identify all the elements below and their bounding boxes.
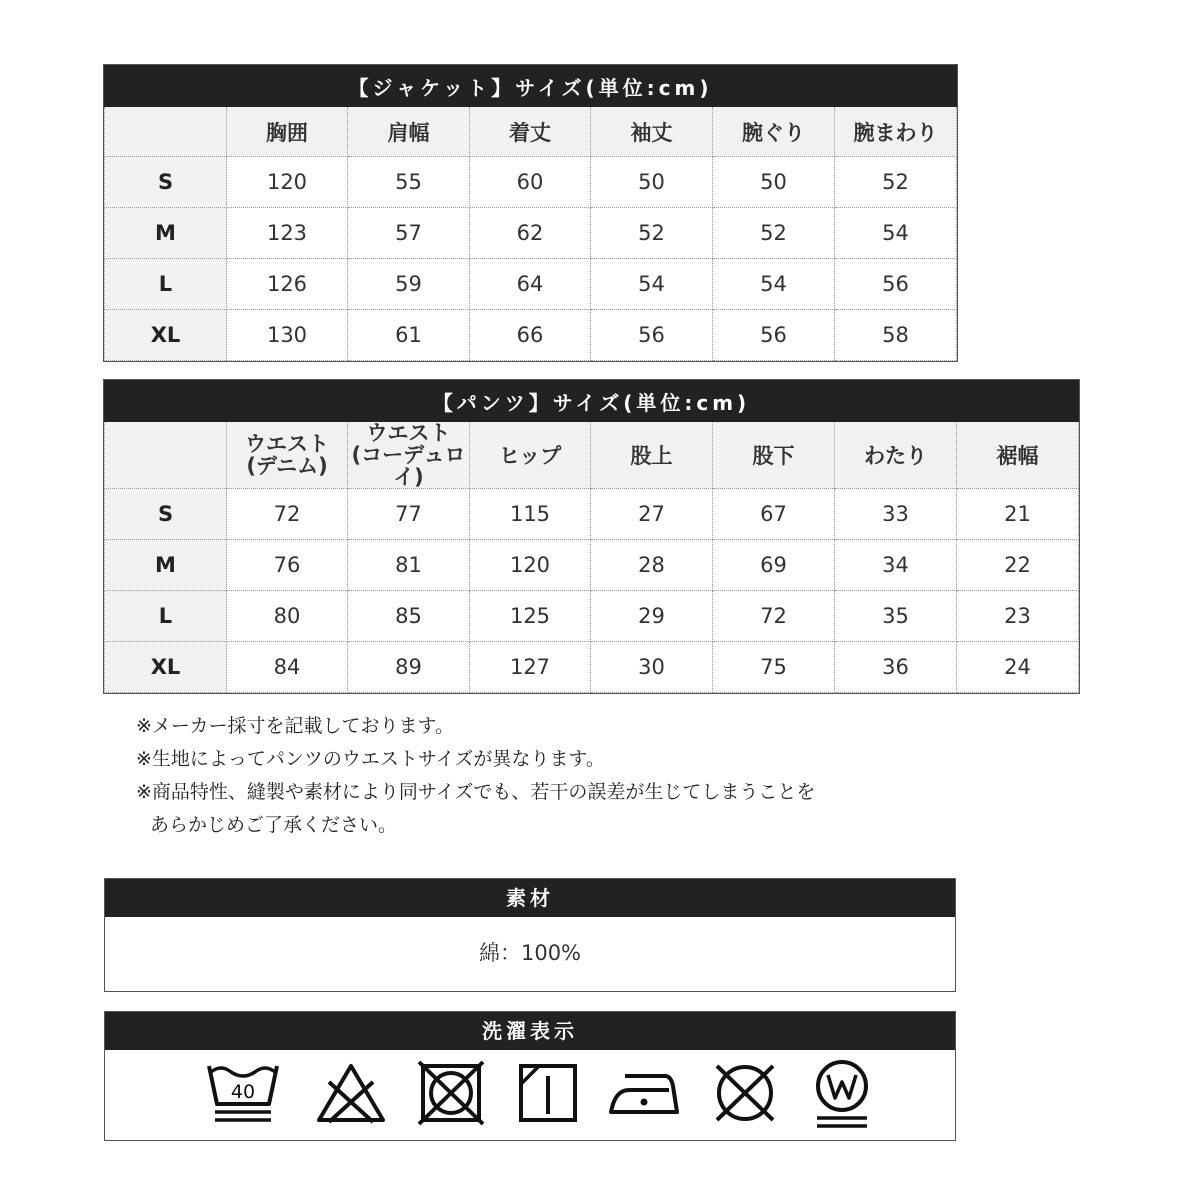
table-row xyxy=(105,310,957,361)
table-cell: 54 xyxy=(713,259,835,310)
material-box xyxy=(104,878,956,992)
jacket-table-title: 【ジャケット】サイズ(単位:cm) xyxy=(105,66,957,107)
table-cell: 62 xyxy=(470,208,591,259)
no-bleach-icon xyxy=(315,1060,387,1126)
table-cell: 72 xyxy=(713,591,835,642)
table-cell: 125 xyxy=(470,591,591,642)
table-cell: 69 xyxy=(713,540,835,591)
table-cell: 126 xyxy=(227,259,348,310)
column-header: 股上 xyxy=(591,422,713,489)
table-corner-cell xyxy=(105,422,227,489)
table-cell: 120 xyxy=(227,157,348,208)
size-label: L xyxy=(105,591,227,642)
size-label: XL xyxy=(105,310,227,361)
table-row xyxy=(105,642,1079,693)
table-cell: 61 xyxy=(348,310,470,361)
table-cell: 23 xyxy=(957,591,1079,642)
pants-size-table xyxy=(104,380,1079,693)
size-label: S xyxy=(105,489,227,540)
table-cell: 50 xyxy=(591,157,713,208)
table-cell: 55 xyxy=(348,157,470,208)
table-cell: 58 xyxy=(835,310,957,361)
washing-title: 洗濯表示 xyxy=(105,1012,955,1050)
table-cell: 56 xyxy=(591,310,713,361)
column-header: ヒップ xyxy=(470,422,591,489)
size-label: S xyxy=(105,157,227,208)
table-cell: 50 xyxy=(713,157,835,208)
table-row xyxy=(105,259,957,310)
column-header-line1: ウエスト xyxy=(245,432,329,456)
wash-40-gentle-icon xyxy=(205,1060,281,1126)
table-cell: 35 xyxy=(835,591,957,642)
wet-clean-gentle-icon xyxy=(811,1060,873,1132)
table-cell: 59 xyxy=(348,259,470,310)
wash-temperature: 40 xyxy=(230,1081,256,1103)
table-cell: 75 xyxy=(713,642,835,693)
column-header-line2: (デニム) xyxy=(246,454,328,478)
column-header: 胸囲 xyxy=(227,107,348,157)
iron-low-icon xyxy=(607,1060,683,1126)
column-header: 腕まわり xyxy=(835,107,957,157)
table-cell: 30 xyxy=(591,642,713,693)
table-cell: 115 xyxy=(470,489,591,540)
table-cell: 33 xyxy=(835,489,957,540)
material-title: 素材 xyxy=(105,879,955,917)
column-header-line1: ウエスト xyxy=(366,421,451,445)
column-header xyxy=(227,422,348,489)
column-header: 裾幅 xyxy=(957,422,1079,489)
no-tumble-dry-icon xyxy=(415,1060,487,1126)
size-label: M xyxy=(105,208,227,259)
table-cell: 84 xyxy=(227,642,348,693)
table-cell: 85 xyxy=(348,591,470,642)
table-row xyxy=(105,591,1079,642)
table-cell: 89 xyxy=(348,642,470,693)
note-line: あらかじめご了承ください。 xyxy=(150,814,398,836)
note-line: ※メーカー採寸を記載しております。 xyxy=(136,715,455,737)
table-row xyxy=(105,208,957,259)
note-line: ※商品特性、縫製や素材により同サイズでも、若干の誤差が生じてしまうことを xyxy=(136,781,816,803)
table-cell: 72 xyxy=(227,489,348,540)
washing-box xyxy=(104,1011,956,1141)
table-cell: 127 xyxy=(470,642,591,693)
notes xyxy=(136,710,815,842)
table-cell: 52 xyxy=(591,208,713,259)
table-cell: 77 xyxy=(348,489,470,540)
table-cell: 67 xyxy=(713,489,835,540)
column-header: わたり xyxy=(835,422,957,489)
no-dry-clean-icon xyxy=(709,1060,781,1126)
column-header-line2: (コーデュロイ) xyxy=(351,443,466,489)
jacket-size-table xyxy=(104,65,957,361)
table-cell: 54 xyxy=(835,208,957,259)
material-value: 綿：100% xyxy=(478,941,582,965)
size-label: L xyxy=(105,259,227,310)
table-cell: 52 xyxy=(713,208,835,259)
table-cell: 80 xyxy=(227,591,348,642)
line-dry-shade-icon xyxy=(515,1060,581,1126)
table-cell: 29 xyxy=(591,591,713,642)
table-cell: 56 xyxy=(835,259,957,310)
table-cell: 36 xyxy=(835,642,957,693)
table-cell: 81 xyxy=(348,540,470,591)
table-cell: 56 xyxy=(713,310,835,361)
table-cell: 60 xyxy=(470,157,591,208)
table-cell: 57 xyxy=(348,208,470,259)
size-label: M xyxy=(105,540,227,591)
table-cell: 76 xyxy=(227,540,348,591)
column-header: 肩幅 xyxy=(348,107,470,157)
table-cell: 27 xyxy=(591,489,713,540)
column-header: 腕ぐり xyxy=(713,107,835,157)
table-row xyxy=(105,540,1079,591)
table-corner-cell xyxy=(105,107,227,157)
table-cell: 120 xyxy=(470,540,591,591)
table-cell: 123 xyxy=(227,208,348,259)
table-cell: 130 xyxy=(227,310,348,361)
table-row xyxy=(105,489,1079,540)
note-line: ※生地によってパンツのウエストサイズが異なります。 xyxy=(136,748,605,770)
table-cell: 66 xyxy=(470,310,591,361)
pants-table-title: 【パンツ】サイズ(単位:cm) xyxy=(105,381,1079,422)
table-cell: 22 xyxy=(957,540,1079,591)
table-cell: 64 xyxy=(470,259,591,310)
care-symbols xyxy=(105,1050,955,1138)
column-header: 股下 xyxy=(713,422,835,489)
column-header: 着丈 xyxy=(470,107,591,157)
table-cell: 52 xyxy=(835,157,957,208)
table-cell: 34 xyxy=(835,540,957,591)
table-cell: 24 xyxy=(957,642,1079,693)
column-header xyxy=(348,422,470,489)
column-header: 袖丈 xyxy=(591,107,713,157)
table-cell: 21 xyxy=(957,489,1079,540)
size-label: XL xyxy=(105,642,227,693)
table-row xyxy=(105,157,957,208)
table-cell: 54 xyxy=(591,259,713,310)
table-cell: 28 xyxy=(591,540,713,591)
